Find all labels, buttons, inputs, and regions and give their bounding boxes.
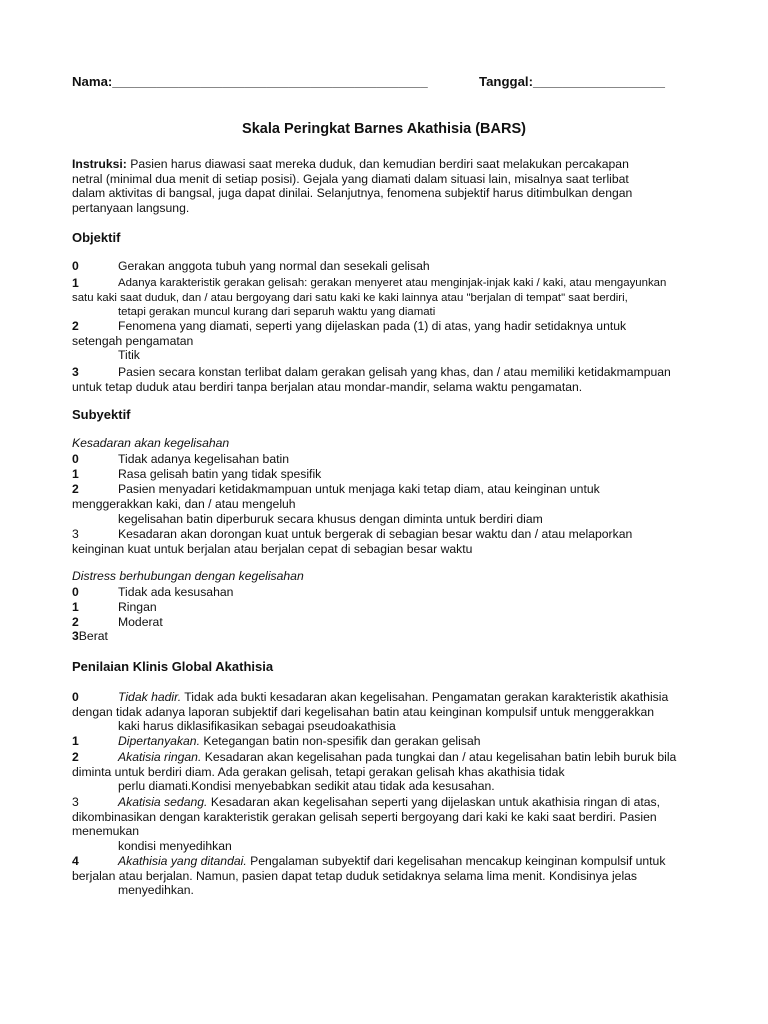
objective-item-2-line-1: Fenomena yang diamati, seperti yang dijelaskan pada (1) di atas, yang hadir setidaknya untuk [118,319,627,333]
awareness-score-0: 0 [72,452,79,466]
objective-item-1-line-3: tetapi gerakan muncul kurang dari separuh waktu yang diamati [118,306,436,318]
global-score-2: 2 [72,750,79,764]
global-item-0-term: Tidak hadir. [118,690,182,704]
global-item-2-text: Kesadaran akan kegelisahan pada tungkai dan / atau kegelisahan batin lebih buruk bila [201,750,677,764]
global-item-1-term: Dipertanyakan. [118,734,200,748]
awareness-item-2-line-1: Pasien menyadari ketidakmampuan untuk menjaga kaki tetap diam, atau keinginan untuk [118,482,600,496]
date-field-label: Tanggal:__________________ [479,74,665,89]
objective-item-2-line-2: setengah pengamatan [72,333,194,348]
global-item-3-line-2: dikombinasikan dengan karakteristik gerakan gelisah seperti bergoyang dari kaki ke kaki saat berdiri. Pasien [72,809,657,824]
objective-score-3: 3 [72,365,79,379]
section-heading-objective: Objektif [72,230,121,245]
objective-score-1: 1 [72,276,79,290]
global-item-0-line-1 [118,690,668,705]
distress-score-0: 0 [72,585,79,599]
global-item-4-line-3: menyedihkan. [118,883,194,897]
global-item-2-line-2: diminta untuk berdiri diam. Ada gerakan gelisah, tetapi gerakan gelisah khas akathisia tidak [72,764,565,779]
awareness-item-2-line-3: kegelisahan batin diperburuk secara khusus dengan diminta untuk berdiri diam [118,512,543,526]
awareness-item-3-line-1: Kesadaran akan dorongan kuat untuk bergerak di sebagian besar waktu dan / atau melaporkan [118,527,633,541]
global-item-4-text: Pengalaman subyektif dari kegelisahan mencakup keinginan kompulsif untuk [246,854,666,868]
distress-item-0: Tidak ada kesusahan [118,585,234,599]
global-item-0-text: Tidak ada bukti kesadaran akan kegelisahan. Pengamatan gerakan karakteristik akathisia [181,690,669,704]
global-item-3-line-4: kondisi menyedihkan [118,839,232,853]
objective-item-3-line-1: Pasien secara konstan terlibat dalam gerakan gelisah yang khas, dan / atau memiliki ketidakmampuan [118,365,671,379]
objective-item-2-line-3: Titik [118,348,140,362]
distress-subtitle: Distress berhubungan dengan kegelisahan [72,569,304,583]
instructions-line-1 [72,157,629,172]
awareness-score-3: 3 [72,527,79,541]
global-item-0-line-3: kaki harus diklasifikasikan sebagai pseudoakathisia [118,719,396,733]
objective-score-0: 0 [72,259,79,273]
name-field-label: Nama:___________________________________________ [72,74,428,89]
global-score-0: 0 [72,690,79,704]
global-item-3-text: Kesadaran akan kegelisahan seperti yang dijelaskan untuk akathisia ringan di atas, [207,795,661,809]
objective-item-3-line-2: untuk tetap duduk atau berdiri tanpa berjalan atau mondar-mandir, selama waktu pengamatan. [72,379,583,394]
awareness-item-0: Tidak adanya kegelisahan batin [118,452,289,466]
global-item-3-term: Akatisia sedang. [118,795,208,809]
awareness-item-1: Rasa gelisah batin yang tidak spesifik [118,467,322,481]
objective-item-1-line-2: satu kaki saat duduk, dan / atau bergoyang dari satu kaki ke kaki lainnya atau "berjalan di tempat" saat berdiri, [72,291,628,304]
instructions-label: Instruksi: [72,157,127,171]
global-item-2-line-1 [118,750,676,765]
awareness-item-3-line-2: keinginan kuat untuk berjalan atau berjalan cepat di sebagian besar waktu [72,541,473,556]
global-item-3-line-3: menemukan [72,824,140,838]
awareness-item-2-line-2: menggerakkan kaki, dan / atau mengeluh [72,496,296,511]
awareness-subtitle: Kesadaran akan kegelisahan [72,436,230,450]
objective-item-1-line-1: Adanya karakteristik gerakan gelisah: gerakan menyeret atau menginjak-injak kaki / kaki, atau mengayunkan [118,277,667,289]
distress-score-1: 1 [72,600,79,614]
distress-score-2: 2 [72,615,79,629]
instructions-line-4: pertanyaan langsung. [72,200,190,215]
distress-item-3 [72,629,108,644]
distress-item-3-text: Berat [78,629,108,643]
awareness-score-2: 2 [72,482,79,496]
instructions-line-3: dalam aktivitas di bangsal, juga dapat dinilai. Selanjutnya, fenomena subjektif harus ditimbulkan dengan [72,186,633,200]
global-score-1: 1 [72,734,79,748]
global-item-1-line-1 [118,734,481,749]
instructions-text-1: Pasien harus diawasi saat mereka duduk, dan kemudian berdiri saat melakukan percakapan [126,157,629,171]
global-item-2-line-3: perlu diamati.Kondisi menyebabkan sedikit atau tidak ada kesusahan. [118,779,495,793]
global-item-4-line-1 [118,854,665,869]
global-score-4: 4 [72,854,79,868]
distress-item-2: Moderat [118,615,163,629]
distress-score-3: 3 [72,629,79,643]
global-item-2-term: Akatisia ringan. [118,750,202,764]
global-item-0-line-2: dengan tidak adanya laporan subjektif dari kegelisahan batin atau keinginan kompulsif untuk menggerakkan [72,704,655,719]
global-item-4-line-2: berjalan atau berjalan. Namun, pasien dapat tetap duduk setidaknya selama lima menit. Kondisinya jelas [72,868,638,883]
objective-item-0-line-1: Gerakan anggota tubuh yang normal dan sesekali gelisah [118,259,430,273]
section-heading-subjective: Subyektif [72,407,131,422]
global-item-3-line-1 [118,795,660,810]
global-item-1-text: Ketegangan batin non-spesifik dan gerakan gelisah [199,734,481,748]
section-heading-global: Penilaian Klinis Global Akathisia [72,659,274,674]
global-item-4-term: Akathisia yang ditandai. [118,854,247,868]
instructions-line-2: netral (minimal dua menit di setiap posisi). Gejala yang diamati dalam situasi lain, misalnya saat terlibat [72,171,629,186]
global-score-3: 3 [72,795,79,809]
objective-score-2: 2 [72,319,79,333]
awareness-score-1: 1 [72,467,79,481]
page-title: Skala Peringkat Barnes Akathisia (BARS) [242,121,526,137]
distress-item-1: Ringan [118,600,157,614]
